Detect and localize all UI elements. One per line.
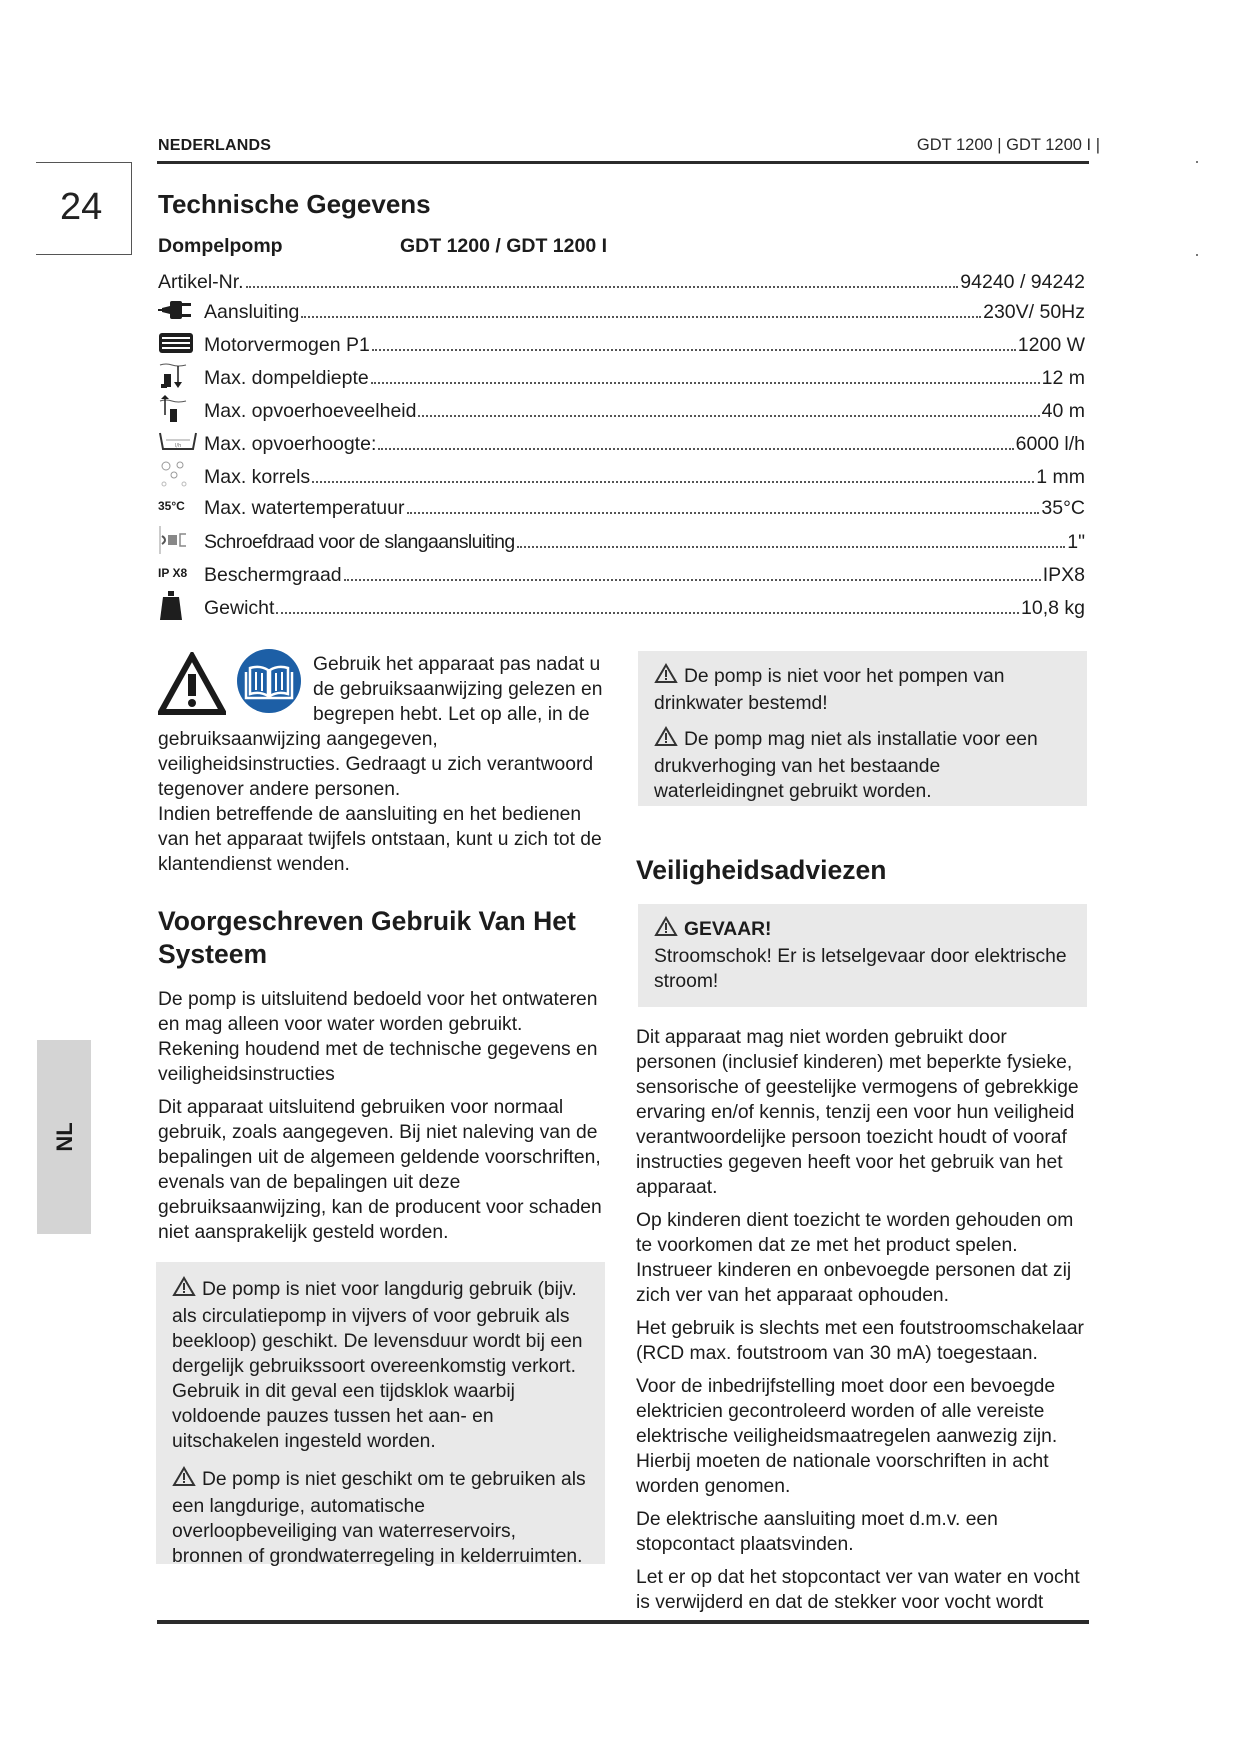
- motor-icon: [158, 329, 204, 357]
- danger-box: [638, 904, 1087, 1007]
- tech-data-title: Technische Gegevens: [158, 189, 431, 219]
- spec-label: Aansluiting: [204, 301, 300, 323]
- pump-warning-text: De pomp mag niet als installatie voor een drukverhoging van het bestaande waterleidingnet gebruikt worden.: [654, 729, 1038, 802]
- spec-value: 10,8 kg: [1021, 597, 1085, 619]
- read-manual-icon: [236, 648, 302, 721]
- scan-speck: [1196, 161, 1198, 163]
- dot-leader: [276, 612, 1019, 614]
- dot-leader: [378, 448, 1013, 450]
- header-rule: [157, 161, 1089, 164]
- intro-text: Gebruik het apparaat pas nadat u de gebruiksaanwijzing gelezen en begrepen hebt. Let op alle, in de gebruiksaanwijzing aangegeven, veiligheidsinstructies. Gedraagt u zich verantwoord tegenover andere personen.: [158, 654, 603, 800]
- pump-warning-text: De pomp is niet voor het pompen van drinkwater bestemd!: [654, 666, 1005, 714]
- spec-label: Beschermgraad: [204, 564, 342, 586]
- spec-row: [158, 559, 1085, 587]
- intro-block: [158, 652, 608, 877]
- danger-text: Stroomschok! Er is letselgevaar door elektrische stroom!: [654, 946, 1067, 992]
- warning-icon: [172, 1466, 196, 1494]
- spec-label: Gewicht: [204, 597, 275, 619]
- warning-icon: [158, 652, 226, 723]
- spec-row: [158, 395, 1085, 423]
- spec-value: 6000 l/h: [1015, 433, 1085, 455]
- dot-leader: [344, 579, 1041, 581]
- spec-label: Max. korrels: [204, 466, 311, 488]
- weight-icon: [158, 592, 204, 620]
- usage-section: [158, 905, 608, 1253]
- scan-speck: [1196, 254, 1198, 256]
- warning-icon: [654, 663, 678, 691]
- spec-label: Max. dompeldiepte: [204, 367, 369, 389]
- product-type: Dompelpomp: [158, 235, 283, 257]
- ip-rating-icon-text: IP X8: [158, 566, 188, 580]
- header-language: NEDERLANDS: [158, 137, 272, 154]
- usage-warning-text: De pomp is niet voor langdurig gebruik (bijv. als circulatiepomp in vijvers of voor gebruik als beekloop) geschikt. De levensduur wordt bij een dergelijk gebruikssoort overeenkomstig verkort. Gebruik in dit geval een tijdsklok waarbij voldoende pauzes tussen het aan- en uitschakelen ingesteld worden.: [172, 1279, 583, 1452]
- warning-icon: [654, 916, 678, 944]
- temperature-icon: [158, 492, 204, 520]
- spec-label: Motorvermogen P1: [204, 334, 370, 356]
- safety-paragraph: Voor de inbedrijfstelling moet door een bevoegde elektricien gecontroleerd worden of alle vereiste elektrische veiligheidsmaatregelen aanwezig zijn. Hierbij moeten de nationale voorschriften in acht worden genomen.: [636, 1376, 1058, 1497]
- safety-heading: Veiligheidsadviezen: [636, 855, 887, 885]
- svg-text:l/h: l/h: [175, 443, 182, 449]
- spec-label: Schroefdraad voor de slangaansluiting: [204, 531, 515, 553]
- safety-paragraph: Let er op dat het stopcontact ver van water en vocht is verwijderd en dat de stekker voor vocht wordt: [636, 1567, 1080, 1613]
- usage-warning-box: [156, 1262, 605, 1567]
- spec-label: Artikel-Nr.: [158, 271, 244, 293]
- spec-row: [158, 461, 1085, 489]
- plug-icon: [158, 296, 204, 324]
- spec-value: 230V/ 50Hz: [983, 301, 1085, 323]
- safety-paragraph: Het gebruik is slechts met een foutstroomschakelaar (RCD max. foutstroom van 30 mA) toegestaan.: [636, 1318, 1084, 1364]
- dot-leader: [372, 349, 1016, 351]
- safety-paragraph: Op kinderen dient toezicht te worden gehouden om te voorkomen dat ze met het product spelen. Instrueer kinderen en onbevoegde personen dat zij zich ver van het apparaat ophouden.: [636, 1210, 1074, 1306]
- usage-paragraph: Dit apparaat uitsluitend gebruiken voor normaal gebruik, zoals aangegeven. Bij niet naleving van de bepalingen uit de algemeen geldende voorschriften, evenals van de bepalingen uit deze gebruiksaanwijzing, kan de producent voor schaden niet aansprakelijk gesteld worden.: [158, 1097, 602, 1243]
- spec-label: Max. watertemperatuur: [204, 497, 405, 519]
- language-side-tab-label: NL: [52, 1122, 77, 1152]
- intro-icons: [158, 652, 313, 727]
- spec-value: IPX8: [1042, 564, 1085, 586]
- delivery-head-icon: [158, 395, 204, 423]
- particles-icon: [158, 461, 204, 489]
- warning-icon: [172, 1276, 196, 1304]
- safety-paragraph: De elektrische aansluiting moet d.m.v. een stopcontact plaatsvinden.: [636, 1509, 998, 1555]
- spec-value: 1 mm: [1036, 466, 1085, 488]
- danger-title: GEVAAR!: [684, 919, 772, 940]
- hose-thread-icon: [158, 526, 204, 554]
- page-number: 24: [60, 186, 103, 228]
- spec-label: Max. opvoerhoeveelheid: [204, 400, 417, 422]
- spec-row: [158, 296, 1085, 324]
- footer-rule: [157, 1620, 1089, 1624]
- header-models: GDT 1200 | GDT 1200 I |: [916, 136, 1100, 154]
- usage-warning: [172, 1466, 589, 1569]
- usage-heading: Voorgeschreven Gebruik Van Het Systeem: [158, 906, 576, 969]
- spec-row: [158, 329, 1085, 357]
- pump-warning: [654, 663, 1071, 716]
- spec-value: 94240 / 94242: [960, 271, 1085, 293]
- product-models: GDT 1200 / GDT 1200 I: [400, 235, 608, 257]
- pump-warning: [654, 726, 1071, 804]
- warning-icon: [654, 726, 678, 754]
- usage-warning: [172, 1276, 589, 1454]
- usage-warning-text: De pomp is niet geschikt om te gebruiken als een langdurige, automatische overloopbeveiliging van waterreservoirs, bronnen of grondwaterregeling in kelderruimten.: [172, 1469, 586, 1567]
- pump-warning-box: [638, 651, 1087, 806]
- flow-rate-icon: [158, 428, 204, 456]
- spec-row: [158, 592, 1085, 620]
- usage-paragraph: De pomp is uitsluitend bedoeld voor het ontwateren en mag alleen voor water worden gebruikt. Rekening houdend met de technische gegevens en veiligheidsinstructies: [158, 989, 598, 1085]
- spec-value: 35°C: [1041, 497, 1085, 519]
- dot-leader: [517, 546, 1066, 548]
- spec-value: 1": [1067, 531, 1085, 553]
- spec-value: 40 m: [1041, 400, 1085, 422]
- spec-row: [158, 492, 1085, 520]
- dot-leader: [301, 316, 981, 318]
- safety-section: [636, 1025, 1088, 1623]
- spec-row: [158, 266, 1085, 294]
- spec-value: 12 m: [1041, 367, 1085, 389]
- spec-value: 1200 W: [1017, 334, 1085, 356]
- danger-title-line: [654, 916, 1071, 944]
- dot-leader: [246, 286, 959, 288]
- spec-row: [158, 526, 1085, 554]
- dot-leader: [418, 415, 1039, 417]
- safety-paragraph: Dit apparaat mag niet worden gebruikt door personen (inclusief kinderen) met beperkte fysieke, sensorische of geestelijke vermogens of gebrekkige ervaring en/of kennis, tenzij een voor hun veiligheid verantwoordelijke persoon toezicht houdt of vooraf instructies gegeven heeft voor het gebruik van het apparaat.: [636, 1027, 1079, 1198]
- immersion-depth-icon: [158, 362, 204, 390]
- spec-row: [158, 428, 1085, 456]
- dot-leader: [312, 481, 1034, 483]
- dot-leader: [407, 512, 1040, 514]
- spec-label: Max. opvoerhoogte:: [204, 433, 377, 455]
- temperature-icon-text: 35°C: [158, 499, 185, 513]
- spec-row: [158, 362, 1085, 390]
- ip-rating-icon: [158, 559, 204, 587]
- intro-text-2: Indien betreffende de aansluiting en het bedienen van het apparaat twijfels ontstaan, kunt u zich tot de klantendienst wenden.: [158, 804, 602, 875]
- dot-leader: [371, 382, 1040, 384]
